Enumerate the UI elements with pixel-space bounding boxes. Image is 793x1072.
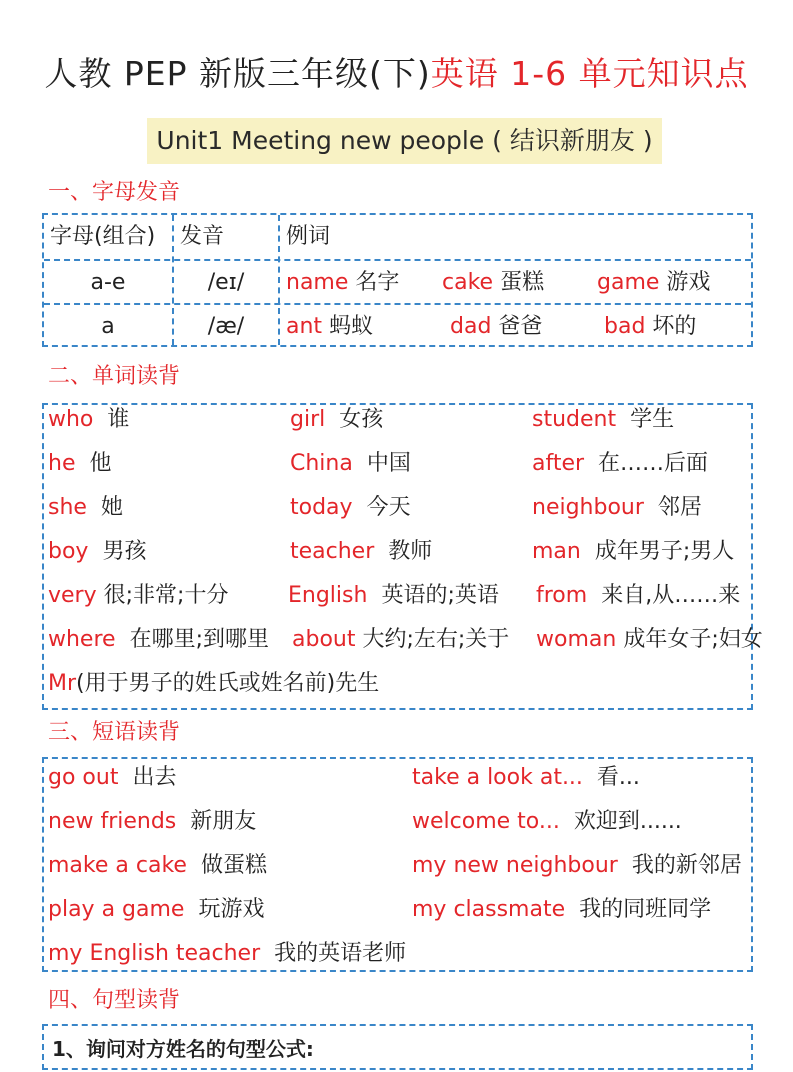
phonics-row	[44, 259, 751, 304]
vocab-item: man 成年男子;男人	[532, 539, 735, 564]
row-sound: /eɪ/	[207, 270, 245, 295]
section-phonics-heading: 一、字母发音	[48, 180, 181, 205]
vocab-item: girl 女孩	[290, 407, 384, 432]
vocab-item: after 在……后面	[532, 451, 709, 476]
example-word: dad 爸爸	[450, 314, 543, 339]
example-word: name 名字	[286, 270, 400, 295]
phonics-row	[44, 303, 751, 348]
phrase-item: my English teacher 我的英语老师	[48, 941, 407, 966]
vocab-item: who 谁	[48, 407, 130, 432]
sentence-pattern-title: 1、询问对方姓名的句型公式:	[52, 1037, 314, 1061]
phrase-item: take a look at... 看...	[412, 765, 640, 790]
sentences-box	[42, 1024, 753, 1070]
vocab-item: about 大约;左右;关于	[292, 627, 510, 652]
phrase-item: my new neighbour 我的新邻居	[412, 853, 742, 878]
example-word: ant 蚂蚁	[286, 314, 374, 339]
vocab-item: she 她	[48, 495, 123, 520]
title-part-2: 英语 1-6 单元知识点	[430, 54, 749, 93]
vocab-item: woman 成年女子;妇女	[536, 627, 763, 652]
example-word: bad 坏的	[604, 314, 697, 339]
row-letters: a	[101, 314, 115, 339]
vocab-item: English 英语的;英语	[288, 583, 499, 608]
example-word: cake 蛋糕	[442, 270, 545, 295]
section-vocab-heading: 二、单词读背	[48, 364, 181, 389]
page-title	[0, 52, 793, 96]
section-phrases-heading: 三、短语读背	[48, 720, 181, 745]
unit-banner: Unit1 Meeting new people ( 结识新朋友 )	[147, 118, 662, 164]
row-sound: /æ/	[207, 314, 245, 339]
phrase-item: make a cake 做蛋糕	[48, 853, 267, 878]
phonics-table	[42, 213, 753, 347]
title-part-1: 人教 PEP 新版三年级(下)	[44, 54, 431, 93]
vocab-item: student 学生	[532, 407, 675, 432]
phrase-item: play a game 玩游戏	[48, 897, 265, 922]
vocab-item: boy 男孩	[48, 539, 147, 564]
vocab-item: Mr(用于男子的姓氏或姓名前)先生	[48, 671, 380, 696]
vocab-item: neighbour 邻居	[532, 495, 702, 520]
phrase-item: go out 出去	[48, 765, 177, 790]
phrases-box	[42, 757, 753, 972]
vocab-item: from 来自,从……来	[536, 583, 741, 608]
section-sentences-heading: 四、句型读背	[48, 988, 181, 1013]
vocab-item: teacher 教师	[290, 539, 433, 564]
vocab-box	[42, 403, 763, 710]
vocab-item: today 今天	[290, 495, 411, 520]
phrase-item: welcome to... 欢迎到......	[412, 809, 682, 834]
example-word: game 游戏	[597, 270, 711, 295]
header-examples: 例词	[286, 224, 331, 249]
vocab-item: where 在哪里;到哪里	[48, 627, 269, 652]
phrase-item: new friends 新朋友	[48, 809, 257, 834]
header-sound: 发音	[180, 224, 225, 249]
phrase-item: my classmate 我的同班同学	[412, 897, 712, 922]
vocab-item: China 中国	[290, 451, 411, 476]
header-letters: 字母(组合)	[50, 224, 156, 249]
phonics-header-row	[44, 215, 751, 258]
vocab-item: very 很;非常;十分	[48, 583, 229, 608]
row-letters: a-e	[90, 270, 126, 295]
vocab-item: he 他	[48, 451, 112, 476]
